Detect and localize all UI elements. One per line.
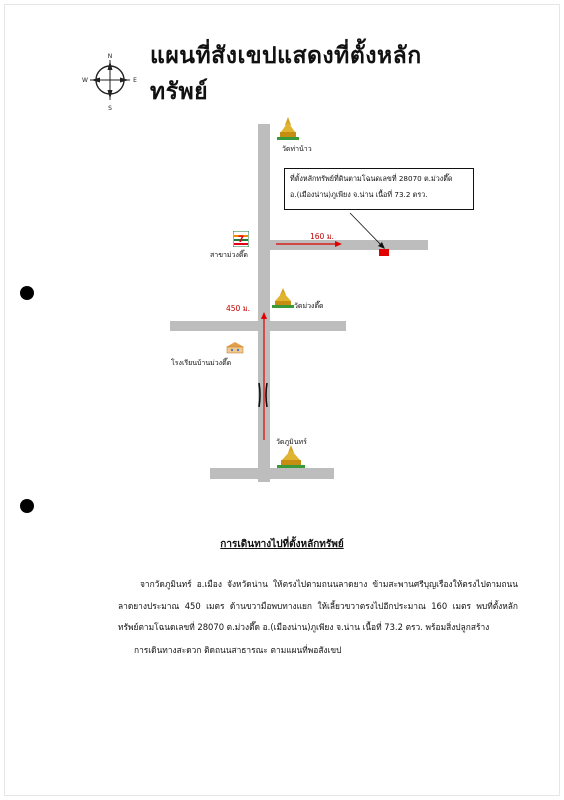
school-icon	[224, 341, 246, 355]
binder-hole-bottom	[20, 499, 34, 513]
landmark-wat-tha-nao: วัดท่าน้าว	[282, 145, 312, 153]
compass-east: E	[133, 77, 137, 84]
compass-south: S	[108, 105, 112, 112]
temple-icon	[276, 116, 300, 142]
main-road-vertical	[258, 124, 270, 482]
landmark-wat-muang-tued: วัดม่วงตึ๊ด	[294, 302, 324, 310]
binder-hole-top	[20, 286, 34, 300]
temple-icon	[271, 287, 295, 309]
landmark-wat-phumin: วัดภูมินทร์	[276, 438, 307, 446]
landmark-seven-eleven-branch: สาขาม่วงตึ๊ด	[210, 251, 248, 259]
directions-paragraph: จากวัดภูมินทร์ อ.เมือง จังหวัดน่าน ให้ตรงไปตามถนนลาดยาง ข้ามสะพานศรีบุญเรืองให้ตรงไปตามถนนลาดยางประมาณ 450 เมตร ด้านขวามือพบทางแยก ให้เลี้ยวขวาตรงไปอีกประมาณ 160 เมตร พบที่ตั้งหลักทรัพย์ตามโฉนดเลขที่ 28070 ต.ม่วงตึ๊ด อ.(เมืองน่าน)ภูเพียง จ.น่าน เนื้อที่ 73.2 ตรว. พร้อมสิ่งปลูกสร้าง	[118, 579, 518, 632]
property-callout	[284, 168, 474, 210]
road-east-branch	[270, 240, 428, 250]
svg-text:7: 7	[237, 235, 245, 245]
distance-north-label: 450 ม.	[226, 304, 251, 313]
bridge-icon	[258, 383, 268, 407]
page-title: แผนที่สังเขปแสดงที่ตั้งหลักทรัพย์	[150, 43, 422, 105]
compass-west: W	[82, 77, 88, 84]
property-location-marker	[379, 249, 389, 256]
seven-eleven-icon	[233, 231, 249, 247]
compass-rose-icon	[80, 48, 140, 118]
road-cross-bottom	[210, 468, 334, 479]
distance-east-label: 160 ม.	[310, 232, 335, 241]
directions-note: การเดินทางสะดวก ติดถนนสาธารณะ ตามแผนที่พอสังเขป	[134, 645, 342, 655]
callout-line-2: อ.(เมืองน่าน)ภูเพียง จ.น่าน เนื้อที่ 73.2 ตรว.	[290, 190, 428, 199]
callout-line-1: ที่ตั้งหลักทรัพย์ที่ดินตามโฉนดเลขที่ 28070 ต.ม่วงตึ๊ด	[290, 174, 453, 183]
landmark-school: โรงเรียนบ้านม่วงตึ๊ด	[171, 359, 232, 367]
road-cross-middle	[170, 321, 346, 331]
compass-north: N	[107, 53, 113, 60]
directions-heading: การเดินทางไปที่ตั้งหลักทรัพย์	[220, 539, 344, 550]
